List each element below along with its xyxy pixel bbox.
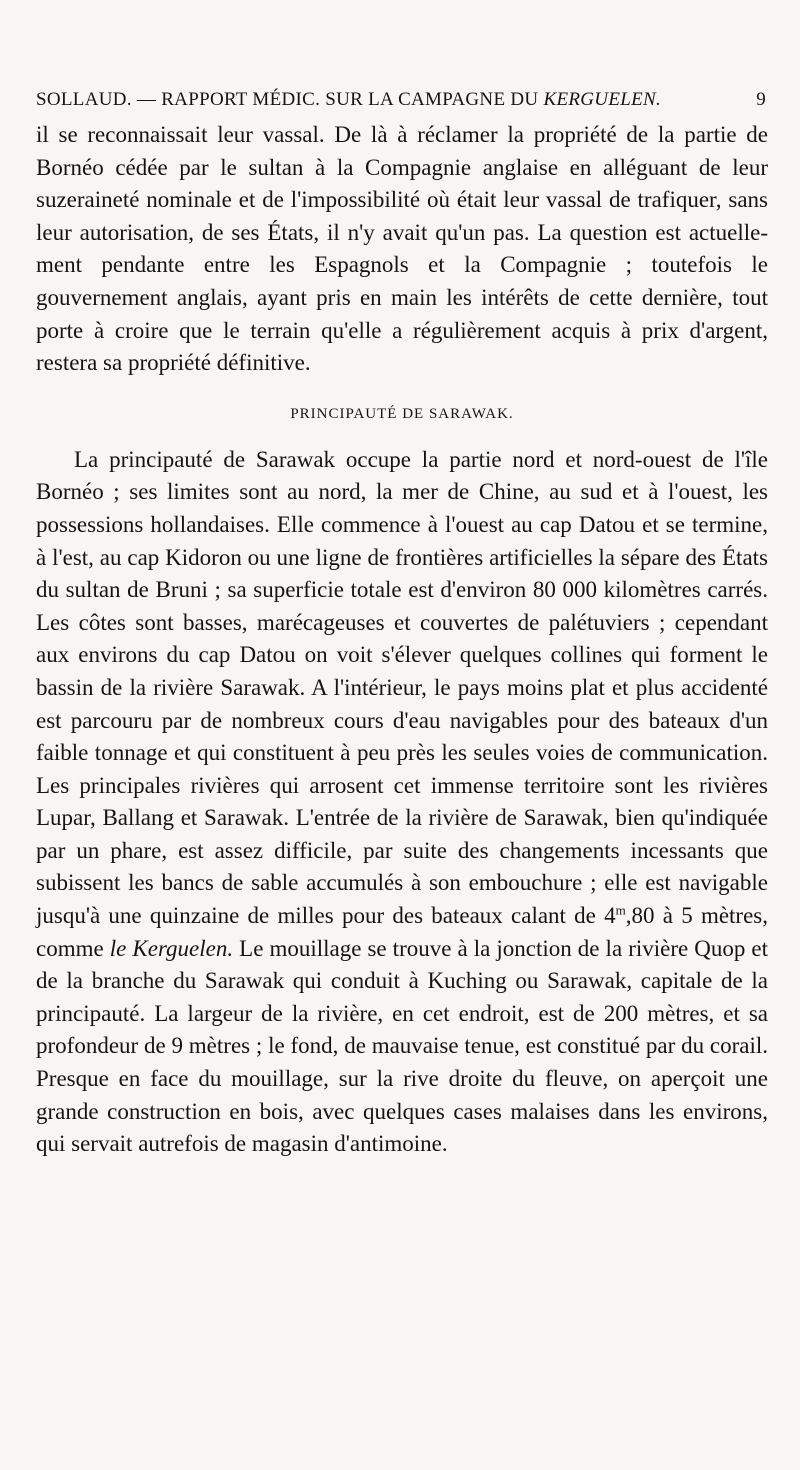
running-title-prefix: SOLLAUD. — RAPPORT MÉDIC. SUR LA CAMPAGNE DU — [36, 89, 544, 110]
paragraph-sarawak-part3: Le mouillage se trouve à la jonction de la rivière Quop et de la branche du Sarawak qui conduit à Kuching ou Sarawak, capitale de la principauté. La largeur de la rivière, en cet endroit, est de 200 mètres, et sa profondeur de 9 mètres ; le fond, de mauvaise tenue, est constitué par du corail. Presque en face du mouillage, sur la rive droite du fleuve, on aperçoit une grande construction en bois, avec quelques cases malaises dans les environs, qui servait autrefois de magasin d'antimoine. — [36, 935, 769, 1157]
running-title — [36, 88, 661, 112]
paragraph-continuation: il se reconnaissait leur vassal. De là à réclamer la propriété de la partie de Bornéo cédée par le sultan à la Compagnie anglaise en alléguant de leur suzeraineté nominale et de l'impossibilité où était leur vassal de trafiquer, sans leur autorisation, de ses États, il n'y avait qu'un pas. La question est actuellement pendante entre les Espagnols et la Compagnie ; toutefois le gouvernement anglais, ayant pris en main les intérêts de cette dernière, tout porte à croire que le terrain qu'elle a régulièrement acquis à prix d'argent, restera sa propriété définitive. — [36, 122, 768, 376]
paragraph-sarawak-part1: La principauté de Sarawak occupe la partie nord et nord-ouest de l'île Bornéo ; ses limites sont au nord, la mer de Chine, au sud et à l'ouest, les possessions hollandaises. Elle commence à l'ouest au cap Datou et se termine, à l'est, au cap Kidoron ou une ligne de frontières artificielles la sépare des États du sultan de Bruni ; sa superficie totale est d'environ 80 000 kilomètres carrés. Les côtes sont basses, marécageuses et couvertes de palétuviers ; cependant aux environs du cap Datou on voit s'élever quelques collines qui forment le bassin de la rivière Sarawak. A l'intérieur, le pays moins plat et plus accidenté est parcouru par de nombreux cours d'eau navigables pour des bateaux d'un faible tonnage et qui constituent à peu près les seules voies de communication. Les principales rivières qui arrosent cet immense territoire sont les rivières Lupar, Ballang et Sarawak. L'entrée de la rivière de Sarawak, bien qu'indiquée par un phare, est assez difficile, par suite des changements incessants que subissent les bancs de sable accumulés à son embouchure ; elle est navigable jusqu'à une quinzaine de milles pour des bateaux calant de 4 — [36, 446, 768, 929]
paragraph-sarawak-part2: ,80 à 5 mètres, comme — [36, 903, 768, 961]
ship-name-header: KERGUELEN. — [543, 89, 662, 110]
unit-superscript: m — [615, 902, 626, 918]
paragraph-sarawak — [36, 444, 768, 1161]
section-heading: PRINCIPAUTÉ DE SARAWAK. — [290, 405, 514, 422]
running-header — [36, 88, 768, 112]
ship-name-inline: le Kerguelen. — [109, 935, 234, 961]
page-number: 9 — [756, 89, 766, 110]
